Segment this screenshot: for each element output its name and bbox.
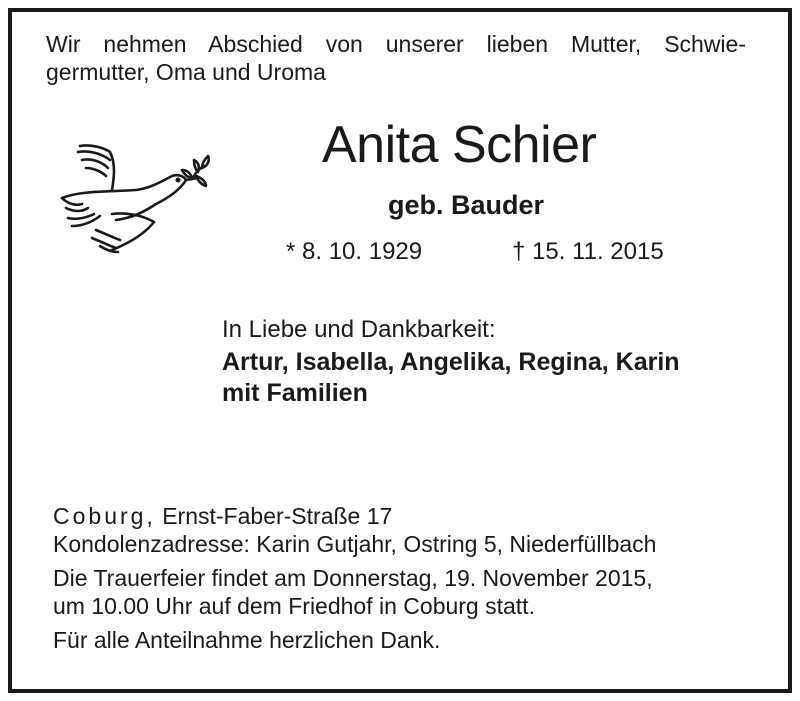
- footer-info: [53, 502, 753, 654]
- condolence-address: Kondolenzadresse: Karin Gutjahr, Ostring 5, Niederfüllbach: [53, 531, 657, 557]
- mourners-intro: In Liebe und Dankbarkeit:: [222, 316, 496, 343]
- dove-icon: [52, 138, 210, 260]
- mourners-names: [222, 347, 762, 409]
- intro-text: [46, 30, 746, 86]
- ceremony-line-2: um 10.00 Uhr auf dem Friedhof in Coburg statt.: [53, 593, 535, 619]
- maiden-name: geb. Bauder: [388, 190, 545, 220]
- ceremony-line-1: Die Trauerfeier findet am Donnerstag, 19. November 2015,: [53, 565, 653, 591]
- mourners-names-line-1: Artur, Isabella, Angelika, Regina, Karin: [222, 348, 680, 376]
- birth-date: * 8. 10. 1929: [286, 238, 423, 265]
- mourners-names-line-2: mit Familien: [222, 379, 368, 407]
- intro-line-2: germutter, Oma und Uroma: [46, 59, 326, 85]
- home-street: Ernst-Faber-Straße 17: [155, 503, 393, 529]
- home-city: Coburg,: [53, 503, 156, 529]
- thanks-line: Für alle Anteilnahme herzlichen Dank.: [53, 627, 441, 653]
- home-address: [53, 502, 753, 530]
- intro-line-1: Wir nehmen Abschied von unserer lieben Mutter, Schwie-: [46, 31, 746, 57]
- death-date: † 15. 11. 2015: [512, 238, 664, 265]
- deceased-name: Anita Schier: [322, 116, 597, 174]
